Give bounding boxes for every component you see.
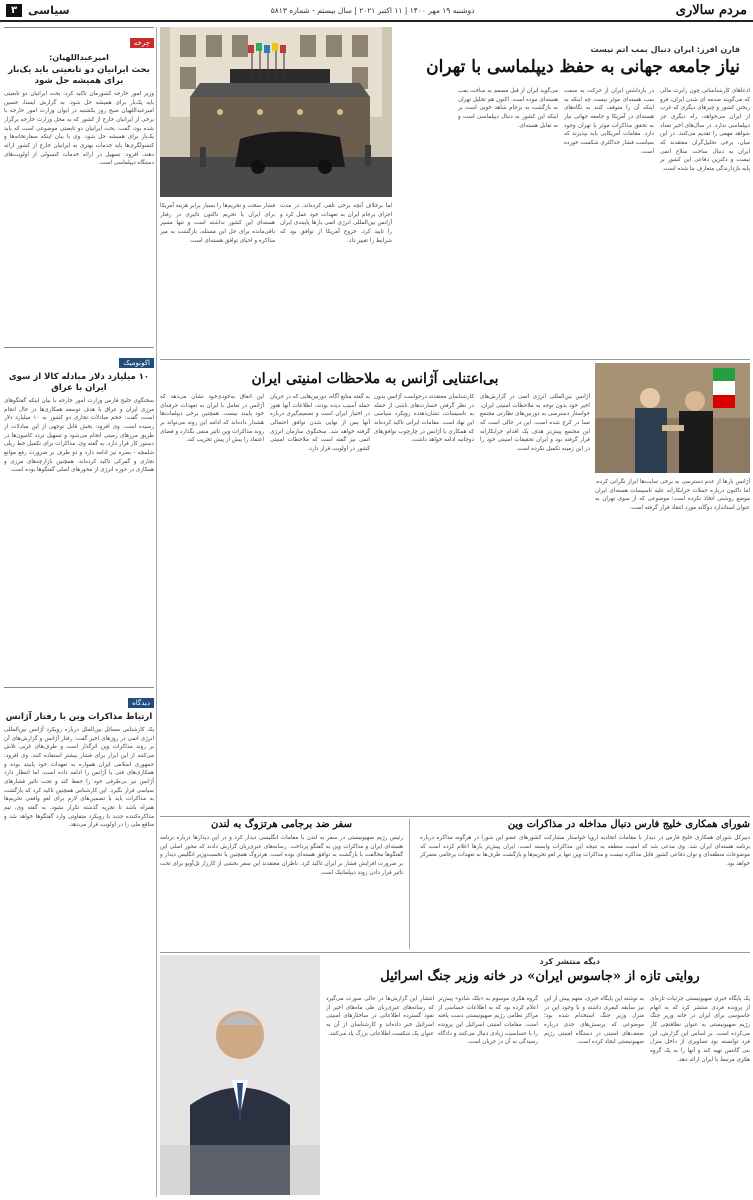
lead-text-col: می‌گوید ایران از قبل مصمم به ساخت بمب هسته‌ای نبوده است. اکنون هم تحلیل تهران به بازگشت به برجام شاهد خوبی است بر اینکه این کشور به دنبال دیپلماسی است و نه تقابل هسته‌ای.	[458, 88, 558, 129]
dateline: دوشنبه ۱۹ مهر ۱۴۰۰ | ۱۱ اکتبر ۲۰۲۱ | سال بیستم - شماره ۵۸۱۳	[270, 5, 475, 15]
spy-text-col: گروه هکری موسوم به «بلک شادو» پیش‌تر اعلام کرده بود که به اطلاعات حساسی از مراکز نظامی رژیم صهیونیستی دست یافته است. مقامات امنیتی اسرائیل این پرونده را با حساسیت زیادی دنبال می‌کنند و دادگاه رسیدگی به آن در جریان است.	[438, 996, 538, 1046]
article-gcc-headline: شورای همکاری خلیج فارس دنبال مداخله در مذاکرات وین	[507, 819, 750, 830]
spy-text-col: انتشار این گزارش‌ها در حالی صورت می‌گیرد که رسانه‌های عبری‌زبان طی ماه‌های اخیر از نفوذ گسترده اطلاعاتی در ساختارهای امنیتی اسرائیل خبر داده‌اند و کارشناسان از آن به عنوان یک شکست اطلاعاتی بزرگ یاد می‌کنند.	[326, 996, 434, 1037]
minister-photo	[160, 955, 320, 1195]
iaea-text-col: آژانس بین‌المللی انرژی اتمی در گزارش‌های اخیر خود بدون توجه به ملاحظات امنیتی ایران، خواستار دسترسی به دوربین‌های نظارتی مجتمع تسا در کرج شده است. این در حالی است که این مجتمع پیش‌تر هدف یک اقدام خرابکارانه قرار گرفته بود و ایران تحقیقات امنیتی خود را در این زمینه تکمیل نکرده است.	[480, 394, 590, 452]
iaea-text-col: آژانس بارها از عدم دسترسی به برخی سایت‌ها ابراز نگرانی کرده، اما تاکنون درباره حملات خرابکارانه علیه تاسیسات هسته‌ای ایران موضع روشنی اتخاذ نکرده است؛ موضوعی که از سوی تهران به عنوان استاندارد دوگانه مورد انتقاد قرار گرفته است.	[595, 479, 750, 511]
sidebar-title: ارتباط مذاکرات وین با رفتار آژانس	[5, 712, 153, 722]
hotel-photo	[160, 27, 392, 197]
masthead	[0, 0, 753, 22]
lead-text-col: در بازداشتن ایران از حرکت به سمت بمب هسته‌ای موثر نیست چه اینکه به اینکه آن را متوقف کنند به نگاه‌های هسته‌ای در آمریکا و جامعه جهانی نیاز به تحقق مذاکرات موثر با تهران وجود دارد. مقامات آمریکایی باید بپذیرند که سیاست فشار حداکثری شکست خورده است.	[564, 88, 654, 155]
minister-photo-svg	[160, 955, 320, 1195]
lead-kicker: فارن افرز: ایران دنبال بمب اتم نیست	[590, 45, 740, 54]
column-divider	[156, 27, 157, 1197]
spy-text-col: یک پایگاه خبری صهیونیستی جزئیات تازه‌ای از پرونده فردی منتشر کرد که به اتهام جاسوسی برای ایران در خانه وزیر جنگ رژیم صهیونیستی به عنوان نظافتچی کار می‌کرده است. بر اساس این گزارش، این فرد توانسته بود تصاویری از داخل منزل بنی گانتس تهیه کند و آنها را به یک گروه هکری مرتبط با ایران ارائه دهد.	[650, 996, 750, 1063]
article-spy-headline: روایتی تازه از «جاسوس ایران» در خانه وزیر جنگ اسرائیل	[380, 969, 700, 984]
gcc-text: دبیرکل شورای همکاری خلیج فارس در دیدار با مقامات اتحادیه اروپا خواستار مشارکت کشورهای عضو این شورا در هرگونه مذاکره درباره برنامه هسته‌ای ایران شد. وی مدعی شد که امنیت منطقه به نتیجه این مذاکرات وابسته است. ایران پیش‌تر بارها اعلام کرده است که موضوعات منطقه‌ای و توان دفاعی کشور قابل مذاکره نیست و مذاکرات وین تنها بر لغو تحریم‌ها و بازگشت طرف‌ها به تعهدات برجامی متمرکز خواهد بود.	[420, 835, 750, 867]
lead-headline: نیاز جامعه جهانی به حفظ دیپلماسی با تهران	[426, 57, 740, 77]
sidebar-story-1	[4, 27, 154, 347]
sidebar-title: ۱۰ میلیارد دلار مبادله کالا از سوی ایران با عراق	[8, 372, 150, 394]
sidebar-story-2	[4, 347, 154, 687]
section-divider	[160, 816, 750, 817]
lead-article	[160, 27, 750, 357]
article-spy-kicker: دیگه منتشر کرد	[539, 957, 600, 966]
meeting-photo-svg	[595, 363, 750, 473]
sidebar-tag: اکونومیک	[119, 358, 154, 368]
spy-text-col: به نوشته این پایگاه خبری، متهم پیش از این نیز سابقه کیفری داشته و با وجود این در منزل وزیر جنگ استخدام شده بود؛ موضوعی که پرسش‌های جدی درباره ضعف‌های امنیتی در دستگاه امنیتی رژیم صهیونیستی ایجاد کرده است.	[544, 996, 644, 1046]
sidebar-tag: چرخه	[130, 38, 154, 48]
article-herzog-headline: سفر ضد برجامی هرتزوگ به لندن	[211, 819, 352, 830]
iaea-text-col: این اتفاق به‌خودی‌خود نشان می‌دهد که آژانس در تعامل با ایران به تعهدات حرفه‌ای خود پایبند نیست. همچنین برخی دیپلمات‌ها هشدار داده‌اند که ادامه این روند می‌تواند بر روند مذاکرات وین تاثیر منفی بگذارد و فضای اعتماد را بیش از پیش تخریب کند.	[160, 394, 264, 444]
article-iaea	[160, 363, 750, 813]
meeting-photo	[595, 363, 750, 473]
sidebar-tag: دیدگاه	[128, 698, 154, 708]
sidebar-text: وزیر امور خارجه کشورمان تاکید کرد: بحث ایرانیان دو تابعیتی باید یک‌بار برای همیشه حل شود. به گزارش ایسنا، حسین امیرعبداللهیان صبح روز یکشنبه در ایوان وزارت امور خارجه با برخی از ایرانیان خارج از کشور که به محل وزارت خارجه برگزار شده بود، گفت: بحث ایرانیان دو تابعیتی موضوعی است که باید یک‌بار برای همیشه حل شود. وی با بیان اینکه سفارتخانه‌ها و کنسولگری‌ها باید خدمات بهتری به ایرانیان خارج از کشور ارائه دهند، افزود: تسهیل در ارائه خدمات کنسولی از اولویت‌های دستگاه دیپلماسی است.	[4, 91, 154, 167]
page-number: ۳	[6, 4, 22, 17]
section-divider	[160, 952, 750, 953]
sidebar-author: امیرعبداللهیان:	[49, 53, 109, 62]
lead-text-col: فشار سخت و تحریم‌ها را بسیار برابر هزینه آمریکا برای ایران با تحریم تاکنون تاثیری در رفتار هسته‌ای این کشور نداشته است و تنها مسیر باقی‌مانده برای حل این مسئله، بازگشت به میز مذاکره و احیای توافق هسته‌ای است.	[160, 203, 275, 244]
sidebar-story-3	[4, 687, 154, 1197]
iaea-text-col: کارشناسان معتقدند درخواست آژانس بدون در نظر گرفتن خسارت‌های ناشی از حمله به تاسیسات، نشان‌دهنده رویکرد سیاسی این نهاد است. مقامات ایرانی تاکید کرده‌اند که همکاری با آژانس در چارچوب توافق‌های دوجانبه ادامه خواهد داشت.	[374, 394, 474, 444]
section-header	[6, 4, 70, 17]
article-spy	[160, 955, 750, 1197]
herzog-text: رئیس رژیم صهیونیستی در سفر به لندن با مقامات انگلیسی دیدار کرد و در این دیدارها درباره برنامه هسته‌ای ایران و مذاکرات وین به گفتگو پرداخت. رسانه‌های عبری‌زبان گزارش دادند که محور اصلی این گفتگوها مخالفت با بازگشت به توافق هسته‌ای بوده است. هرتزوگ همچنین با نخست‌وزیر انگلیس دیدار و بر ضرورت افزایش فشار بر ایران تاکید کرد. ناظران معتقدند این سفر بخشی از کارزار تل‌آویو برای تحت تاثیر قرار دادن روند دیپلماتیک است.	[160, 835, 403, 876]
article-gcc	[420, 819, 750, 949]
sidebar	[4, 27, 154, 1197]
lead-text-col: ادعاهای کارشناسانی چون رابرت مالی که می‌گویند صدمه ای شدن ایران، فرو ریختن کشور و چیزهای دیگری که غرب از ایران می‌خواهد، راه دیگری جز دیپلماسی ندارد. در سال‌های اخیر تعداد شواهد مهمی را تقدیم می‌کنند. در این میان، برخی تحلیل‌گران معتقدند که ایران به دنبال ساخت سلاح اتمی نیست و دکترین دفاعی این کشور بر پایه بازدارندگی متعارف بنا شده است.	[660, 88, 750, 172]
hotel-photo-svg	[160, 27, 392, 197]
section-divider	[160, 359, 750, 360]
section-title: سیاسی	[28, 3, 70, 17]
sidebar-text: یک کارشناس مسائل بین‌الملل درباره رویکرد آژانس بین‌المللی انرژی اتمی در روزهای اخیر گفت: رفتار آژانس و گزارش‌های آن بر روند مذاکرات وین اثرگذار است و طرف‌های غربی تلاش می‌کنند از این ابزار برای فشار بیشتر استفاده کنند. وی افزود: جمهوری اسلامی ایران همواره به تعهدات خود پایبند بوده و همکاری‌های فنی با آژانس را ادامه داده است، اما انتظار دارد آژانس نیز بی‌طرفی خود را حفظ کند و تحت تاثیر فشارهای سیاسی قرار نگیرد. این کارشناس همچنین تاکید کرد که بازگشت به مذاکرات باید با تضمین‌های لازم برای لغو واقعی تحریم‌ها همراه باشد تا تجربه گذشته تکرار نشود. به گفته وی، تیم مذاکره‌کننده جدید با رویکرد متفاوتی وارد گفتگوها خواهد شد و منافع ملی را در اولویت قرار می‌دهد.	[4, 727, 154, 829]
lead-text-col: اما برخلاف آنچه برخی تلقی کرده‌اند، در مدت اجرای برجام ایران به تعهدات خود عمل کرد و آژانس بین‌المللی انرژی اتمی بارها پایبندی ایران را تایید کرد. خروج آمریکا از توافق بود که شرایط را تغییر داد.	[280, 203, 392, 244]
sidebar-text: سخنگوی خلیج فارس وزارت امور خارجه با بیان اینکه گفتگوهای مرزی ایران و عراق با هدف توسعه همکاری‌ها در حال انجام است، گفت: حجم مبادلات تجاری دو کشور به ۱۰ میلیارد دلار رسیده است. وی افزود: بخش قابل توجهی از این مبادلات از طریق مرزهای زمینی انجام می‌شود و تسهیل تردد کامیون‌ها در دستور کار قرار دارد. به گفته وی، مذاکرات برای تکمیل خط ریلی شلمچه - بصره نیز ادامه دارد و دو طرف بر ضرورت رفع موانع تجاری و گمرکی تاکید کرده‌اند. همچنین بازارچه‌های مرزی و همکاری در حوزه انرژی از محورهای اصلی گفتگوها بوده است.	[4, 398, 154, 474]
article-herzog	[160, 819, 410, 949]
newspaper-logo: مردم سالاری	[675, 2, 747, 18]
iaea-text-col: به گفته منابع آگاه، دوربین‌هایی که در جریان حمله آسیب دیده بودند، اطلاعات آنها هنوز در اختیار ایران است و تصمیم‌گیری درباره آنها پس از نهایی شدن توافق احتمالی گرفته خواهد شد. سخنگوی سازمان انرژی اتمی نیز گفته است که ملاحظات امنیتی کشور در اولویت قرار دارد.	[270, 394, 370, 452]
main-content	[160, 27, 750, 1197]
article-iaea-headline: بی‌اعتنایی آژانس به ملاحظات امنیتی ایران	[251, 371, 499, 387]
sidebar-title: بحث ایرانیان دو تابعیتی باید یک‌بار برای همیشه حل شود	[8, 65, 150, 87]
